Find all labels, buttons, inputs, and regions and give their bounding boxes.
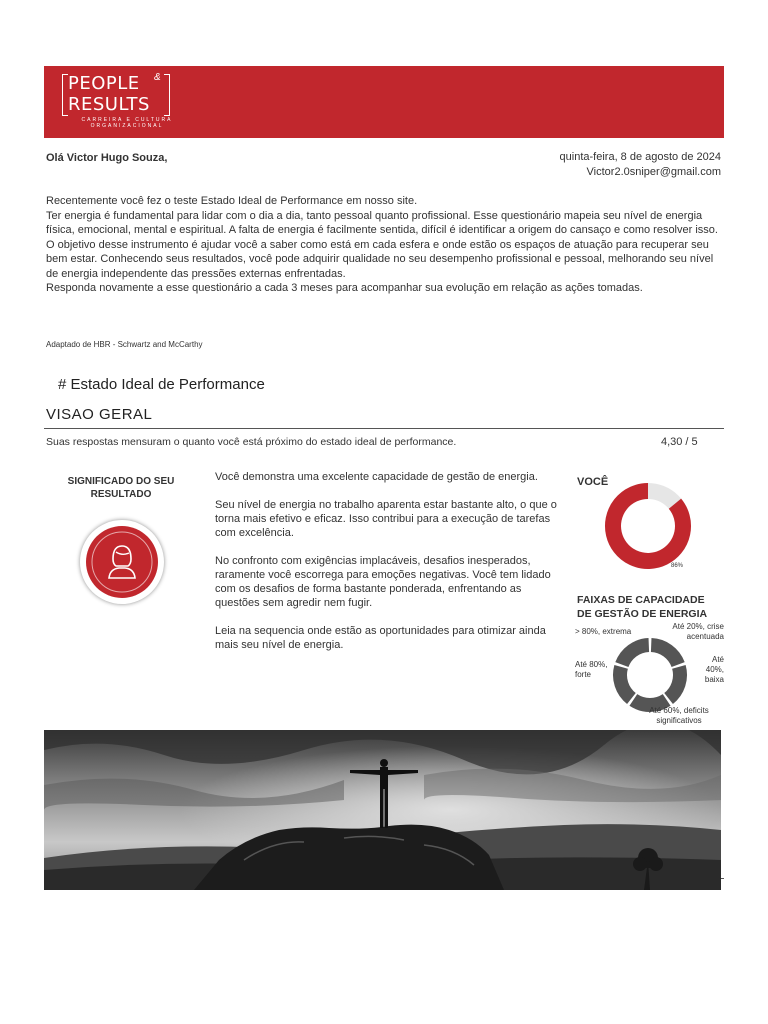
person-icon-glyph	[86, 526, 158, 598]
bands-title: FAIXAS DE CAPACIDADE DE GESTÃO DE ENERGIA	[577, 594, 708, 620]
logo-tagline-1: CARREIRA E CULTURA	[81, 117, 173, 123]
report-date: quinta-feira, 8 de agosto de 2024	[559, 151, 721, 163]
result-paragraph-4: Leia na sequencia onde estão as oportunidades para otimizar ainda mais seu nível de energia.	[215, 625, 546, 651]
section-title: # Estado Ideal de Performance	[58, 376, 265, 393]
result-description	[215, 470, 565, 666]
band-segment-crisis	[669, 667, 680, 699]
score-display	[661, 436, 698, 448]
you-percent-label: 86%	[671, 563, 684, 569]
score-value: 4,30	[661, 436, 683, 448]
greeting: Olá Victor Hugo Souza,	[46, 152, 168, 164]
you-donut-chart	[604, 482, 692, 570]
logo-line-results: RESULTS	[68, 94, 150, 115]
band-label-deficits: Até 60%, deficits significativos	[649, 706, 709, 725]
score-max: 5	[691, 436, 698, 448]
user-email: Victor2.0sniper@gmail.com	[586, 166, 721, 178]
section-divider	[44, 428, 724, 429]
score-separator: /	[685, 436, 689, 448]
intro-paragraph-1: Recentemente você fez o teste Estado Ideal de Performance em nosso site.	[46, 195, 418, 207]
logo-line-people: PEOPLE	[68, 73, 140, 94]
intro-text	[46, 194, 726, 296]
band-segment-extreme	[651, 645, 678, 665]
band-label-crisis: Até 20%, crise acentuada	[672, 622, 724, 641]
band-label-strong: Até 80%, forte	[575, 660, 608, 679]
overview-subtitle: Suas respostas mensuram o quanto você está próximo do estado ideal de performance.	[46, 436, 457, 448]
bands-donut-chart	[612, 637, 688, 713]
band-label-extreme: > 80%, extrema	[575, 627, 632, 636]
brand-logo	[62, 72, 172, 132]
photo-edge-mark	[721, 878, 724, 879]
you-label: VOCÊ	[577, 476, 609, 488]
person-icon-badge	[86, 526, 158, 598]
result-paragraph-2: Seu nível de energia no trabalho aparenta estar bastante alto, o que o torna mais efetivo e eficaz. Isso contribui para a execução de tarefas com excelência.	[215, 499, 557, 539]
logo-ampersand: &	[154, 72, 161, 83]
intro-paragraph-3: Responda novamente a esse questionário a cada 3 meses para acompanhar sua evolução em relação as ações tomadas.	[46, 282, 643, 294]
meaning-title: SIGNIFICADO DO SEU RESULTADO	[67, 476, 175, 500]
band-segment-low	[633, 700, 666, 705]
band-segment-strong	[622, 645, 649, 665]
person-icon	[80, 520, 164, 604]
source-credit: Adaptado de HBR - Schwartz and McCarthy	[46, 340, 203, 349]
logo-tagline-2: ORGANIZACIONAL	[90, 123, 164, 129]
header-banner	[44, 66, 724, 138]
overview-title: VISAO GERAL	[46, 406, 153, 423]
intro-paragraph-2: Ter energia é fundamental para lidar com o dia a dia, tanto pessoal quanto profissional. Esse questionário mapeia seu nível de energia física, emocional, mental e espiritual. A falta de energia é facilmente sentida, difícil é identificar a origem do cansaço e como resolver isso. O objetivo desse instrumento é ajudar você a saber como está em cada esfera e onde estão os espaços de atuação para recuperar seu bem estar. Conhecendo seus resultados, você pode adquirir qualidade no seu desempenho profissional e pessoal, melhorando seu nível de energia independente das pressões externas enfrentadas.	[46, 209, 718, 280]
mountain-summit-photo	[44, 730, 721, 890]
logo-bracket-right	[164, 74, 170, 116]
result-paragraph-3: No confronto com exigências implacáveis, desafios inesperados, raramente você escorrega para emoções negativas. Você tem lidado com os desafios de forma bastante ponderada, enfrentando as questões sem agredir nem fugir.	[215, 555, 551, 609]
result-paragraph-1: Você demonstra uma excelente capacidade de gestão de energia.	[215, 471, 538, 483]
band-segment-deficits	[620, 667, 631, 699]
band-label-low: Até 40%, baixa	[704, 655, 724, 684]
